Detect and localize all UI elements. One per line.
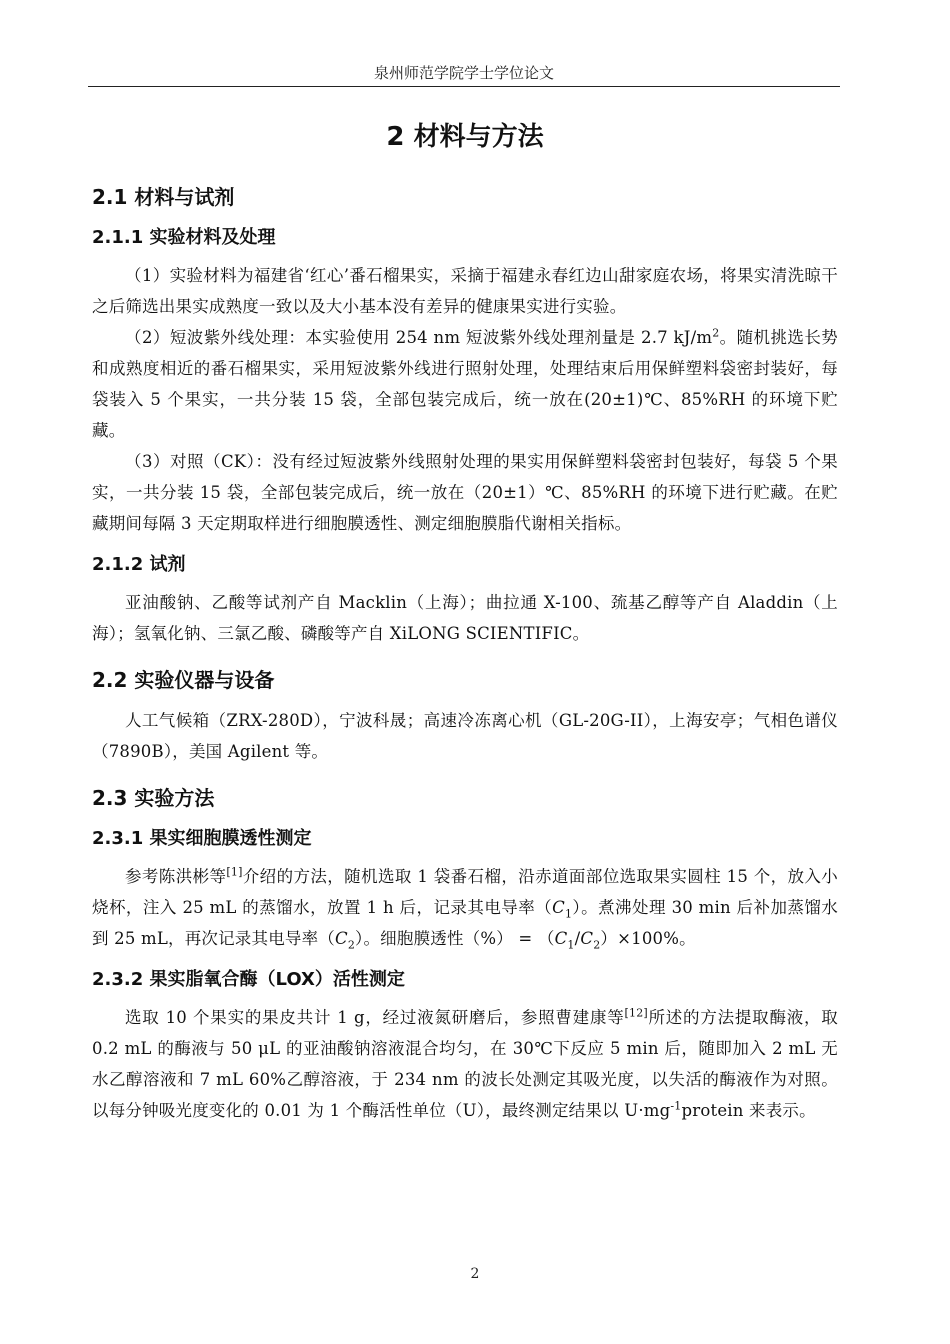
variable-c: C [335, 929, 348, 948]
paragraph-reagents: 亚油酸钠、乙酸等试剂产自 Macklin（上海）；曲拉通 X-100、巯基乙醇等产自 Aladdin（上海）；氢氧化钠、三氯乙酸、磷酸等产自 XiLONG SCIENTIFIC。 [92, 593, 838, 643]
text-run: ）。细胞膜透性（%） = （ [355, 929, 555, 948]
section-heading-2-2: 2.2 实验仪器与设备 [92, 668, 275, 692]
text-run: 。随机挑选长势和成熟度相近的番石榴果实，采用短波紫外线进行照射处理，处理结束后用保鲜塑料袋密封装好，每袋装入 5 个果实，一共分装 15 袋，全部包装完成后，统一放在(20±1)℃、85%RH 的环境下贮藏。 [92, 328, 838, 440]
text-run: ）×100%。 [600, 929, 696, 948]
paragraph-lox-activity [92, 1002, 838, 1126]
variable-c: C [580, 929, 594, 948]
subscript: 2 [593, 938, 601, 952]
paragraph-instruments: 人工气候箱（ZRX-280D），宁波科晟；高速冷冻离心机（GL-20G-II），上海安亭；气相色谱仪（7890B），美国 Agilent 等。 [92, 711, 838, 761]
subsection-heading-2-1-2: 2.1.2 试剂 [92, 554, 186, 575]
paragraph-materials-3: （3）对照（CK）：没有经过短波紫外线照射处理的果实用保鲜塑料袋密封包装好，每袋 5 个果实，一共分装 15 袋，全部包装完成后，统一放在（20±1）℃、85%RH 的环境下进行贮藏。在贮藏期间每隔 3 天定期取样进行细胞膜透性、测定细胞膜脂代谢相关指标。 [92, 452, 838, 533]
subscript: 2 [347, 938, 356, 952]
superscript: -1 [670, 1099, 682, 1113]
page-number: 2 [470, 1266, 480, 1282]
text-run: protein 来表示。 [681, 1101, 816, 1120]
section-heading-2-3: 2.3 实验方法 [92, 786, 215, 810]
paragraph-materials-1: （1）实验材料为福建省‘红心’番石榴果实，采摘于福建永春红边山甜家庭农场，将果实清洗晾干之后筛选出果实成熟度一致以及大小基本没有差异的健康果实进行实验。 [92, 266, 838, 316]
citation: [1] [226, 865, 243, 879]
text-run: ）。煮沸处理 30 min 后补加蒸馏水到 25 mL，再次记录其电导率（ [92, 898, 839, 948]
subsection-heading-2-1-1: 2.1.1 实验材料及处理 [92, 227, 276, 248]
subscript: 1 [567, 938, 575, 952]
paragraph-membrane-permeability [92, 861, 838, 954]
chapter-title: 2 材料与方法 [386, 122, 544, 152]
text-run: 参考陈洪彬等 [125, 867, 227, 886]
text-run: 选取 10 个果实的果皮共计 1 g，经过液氮研磨后，参照曹建康等 [125, 1008, 625, 1027]
subsection-heading-2-3-2: 2.3.2 果实脂氧合酶（LOX）活性测定 [92, 969, 405, 990]
text-run: / [574, 929, 581, 948]
superscript: 2 [712, 326, 720, 340]
text-run: （2）短波紫外线处理：本实验使用 254 nm 短波紫外线处理剂量是 2.7 kJ/m [125, 328, 713, 347]
text-run: 介绍的方法，随机选取 1 袋番石榴，沿赤道面部位选取果实圆柱 15 个，放入小烧杯，注入 25 mL 的蒸馏水，放置 1 h 后，记录其电导率（ [92, 867, 838, 917]
subscript: 1 [564, 907, 573, 921]
paragraph-materials-2 [92, 322, 838, 446]
variable-c: C [554, 929, 568, 948]
running-header: 泉州师范学院学士学位论文 [373, 64, 554, 82]
section-heading-2-1: 2.1 材料与试剂 [92, 185, 235, 209]
subsection-heading-2-3-1: 2.3.1 果实细胞膜透性测定 [92, 828, 312, 849]
header-rule [88, 86, 840, 87]
page-body [92, 118, 838, 1126]
variable-c: C [552, 898, 565, 917]
text-run: 所述的方法提取酶液，取 0.2 mL 的酶液与 50 μL 的亚油酸钠溶液混合均匀，在 30℃下反应 5 min 后，随即加入 2 mL 无水乙醇溶液和 7 mL 60%乙醇溶液，于 234 nm 的波长处测定其吸光度，以失活的酶液作为对照。以每分钟吸光度变化的 0.01 为 1 个酶活性单位（U），最终测定结果以 U·mg [92, 1008, 838, 1120]
citation: [12] [624, 1006, 648, 1020]
